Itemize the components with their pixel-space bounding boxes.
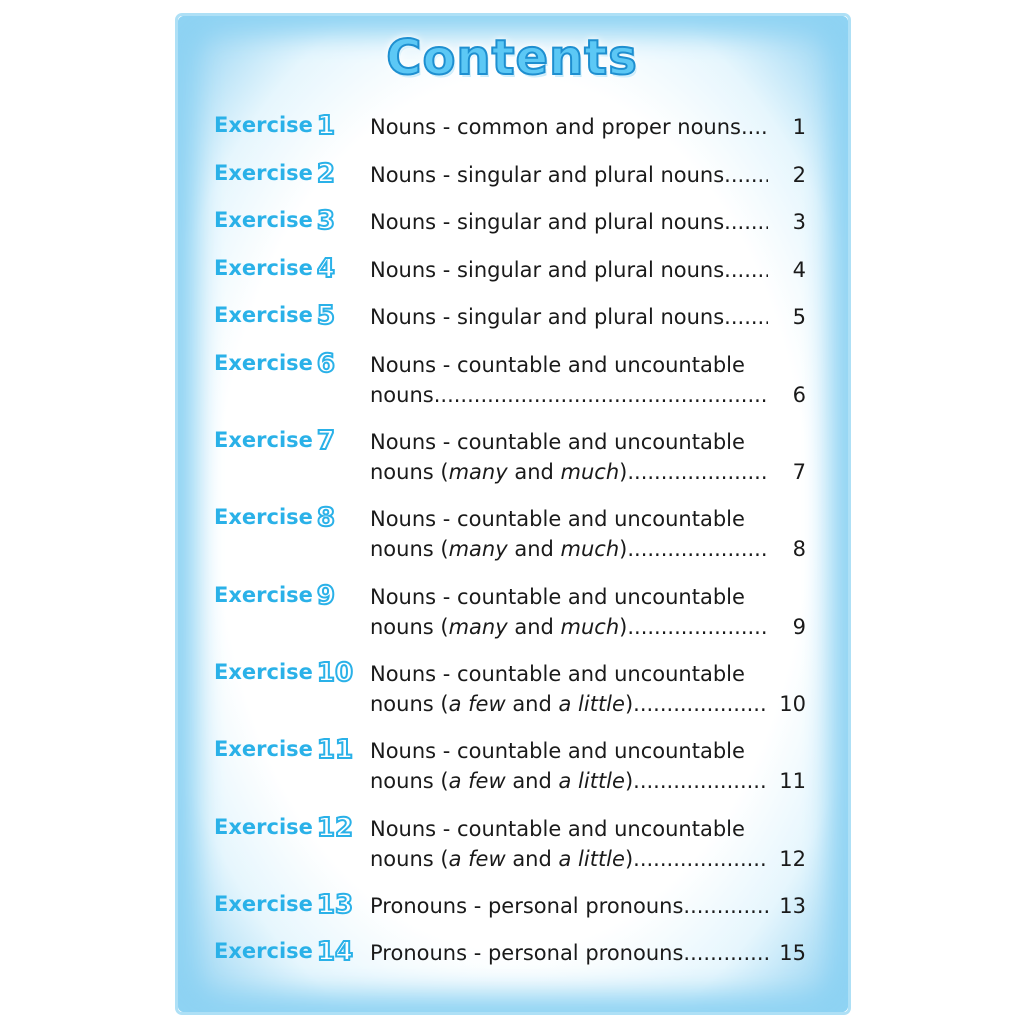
exercise-label [214, 349, 335, 379]
entry-italic-term: many [448, 615, 508, 639]
dot-leader [627, 457, 768, 487]
entry-title-line1: Nouns - countable and uncountable [370, 430, 745, 454]
entry-text: and [505, 769, 559, 793]
entry-italic-term: a little [558, 769, 625, 793]
entry-title-line1: Nouns - countable and uncountable [370, 507, 745, 531]
entry-title-line1: Nouns - countable and uncountable [370, 662, 745, 686]
entry-title-line1: Nouns - countable and uncountable [370, 817, 745, 841]
exercise-number: 6 [316, 349, 335, 379]
exercise-word: Exercise [214, 939, 313, 963]
entry-title [370, 207, 768, 237]
entry-text: and [505, 847, 559, 871]
entry-title-line1: Nouns - countable and uncountable [370, 353, 745, 377]
exercise-label [214, 111, 335, 141]
page-number: 11 [779, 769, 806, 793]
page-number: 4 [792, 258, 806, 282]
entry-italic-term: a few [448, 692, 506, 716]
entry-title-line2 [370, 766, 768, 796]
entry-title [370, 582, 768, 642]
dot-leader [633, 844, 768, 874]
entry-text: nouns ( [370, 769, 449, 793]
exercise-number: 9 [316, 581, 335, 611]
entry-title [370, 350, 768, 410]
exercise-word: Exercise [214, 161, 313, 185]
exercise-number: 2 [316, 159, 335, 189]
exercise-label [214, 503, 335, 533]
exercise-number: 14 [316, 937, 354, 967]
exercise-word: Exercise [214, 113, 313, 137]
page-number: 13 [779, 894, 806, 918]
page-number: 12 [779, 847, 806, 871]
exercise-number: 10 [316, 658, 354, 688]
exercise-word: Exercise [214, 351, 313, 375]
exercise-number: 8 [316, 503, 335, 533]
entry-text: and [507, 460, 561, 484]
entry-italic-term: a little [558, 692, 625, 716]
entry-text: ) [619, 460, 628, 484]
entry-text: and [505, 692, 559, 716]
page-number: 5 [792, 305, 806, 329]
exercise-word: Exercise [214, 303, 313, 327]
entry-title-line2 [370, 457, 768, 487]
exercise-word: Exercise [214, 815, 313, 839]
entry-title-line2 [370, 534, 768, 564]
entry-title-line2 [370, 689, 768, 719]
entry-text: ) [624, 769, 634, 793]
entry-title-line2 [370, 302, 768, 332]
entry-text: nouns ( [370, 460, 449, 484]
entry-text: nouns [370, 383, 434, 407]
page-number: 3 [792, 210, 806, 234]
entry-text: Nouns - singular and plural nouns [370, 210, 725, 234]
exercise-number: 13 [316, 890, 354, 920]
entry-title-line2 [370, 380, 768, 410]
exercise-number: 11 [316, 735, 354, 765]
entry-text: Nouns - singular and plural nouns [370, 163, 725, 187]
exercise-word: Exercise [214, 208, 313, 232]
page-number: 2 [792, 163, 806, 187]
exercise-label [214, 301, 335, 331]
entry-italic-term: many [448, 537, 508, 561]
dot-leader [683, 891, 768, 921]
entry-italic-term: a few [448, 769, 506, 793]
dot-leader [633, 689, 768, 719]
exercise-word: Exercise [214, 583, 313, 607]
entry-text: Nouns - common and proper nouns [370, 115, 741, 139]
entry-title [370, 938, 768, 968]
entry-title-line2 [370, 112, 768, 142]
entry-text: ) [619, 615, 628, 639]
entry-text: Nouns - singular and plural nouns [370, 305, 725, 329]
entry-italic-term: a few [448, 847, 506, 871]
entry-text: Pronouns - personal pronouns [370, 894, 684, 918]
page-number: 10 [779, 692, 806, 716]
entry-text: Nouns - singular and plural nouns [370, 258, 725, 282]
entry-title [370, 112, 768, 142]
exercise-number: 1 [316, 111, 335, 141]
entry-title [370, 504, 768, 564]
page-number: 15 [779, 941, 806, 965]
dot-leader [633, 766, 768, 796]
entry-title [370, 814, 768, 874]
page-number: 9 [792, 615, 806, 639]
page-number: 8 [792, 537, 806, 561]
dot-leader [724, 255, 768, 285]
exercise-label [214, 254, 335, 284]
entry-title [370, 160, 768, 190]
entry-italic-term: many [448, 460, 508, 484]
entry-text: nouns ( [370, 847, 449, 871]
dot-leader [741, 112, 768, 142]
entry-title-line2 [370, 612, 768, 642]
exercise-label [214, 658, 353, 688]
entry-text: and [507, 615, 561, 639]
exercise-label [214, 159, 335, 189]
exercise-label [214, 937, 353, 967]
exercise-label [214, 426, 335, 456]
exercise-number: 4 [316, 254, 335, 284]
entry-text: nouns ( [370, 537, 449, 561]
dot-leader [627, 534, 768, 564]
dot-leader [724, 302, 768, 332]
entry-title [370, 736, 768, 796]
dot-leader [724, 160, 768, 190]
entry-title [370, 255, 768, 285]
page-number: 1 [792, 115, 806, 139]
entry-text: ) [624, 847, 634, 871]
entry-italic-term: much [560, 537, 620, 561]
dot-leader [434, 380, 768, 410]
entry-text: nouns ( [370, 692, 449, 716]
entry-title [370, 302, 768, 332]
entry-italic-term: much [560, 460, 620, 484]
entry-text: ) [624, 692, 634, 716]
entry-text: and [507, 537, 561, 561]
exercise-word: Exercise [214, 892, 313, 916]
entry-title-line2 [370, 891, 768, 921]
entry-title [370, 427, 768, 487]
entry-title-line2 [370, 938, 768, 968]
exercise-word: Exercise [214, 505, 313, 529]
entry-title-line1: Nouns - countable and uncountable [370, 585, 745, 609]
entry-title-line2 [370, 160, 768, 190]
dot-leader [683, 938, 768, 968]
entry-text: ) [619, 537, 628, 561]
exercise-number: 3 [316, 206, 335, 236]
page-title: Contents [386, 30, 638, 86]
entry-title-line1: Nouns - countable and uncountable [370, 739, 745, 763]
entry-italic-term: a little [558, 847, 625, 871]
entry-title-line2 [370, 844, 768, 874]
exercise-label [214, 813, 353, 843]
entry-text: Pronouns - personal pronouns [370, 941, 684, 965]
exercise-number: 5 [316, 301, 335, 331]
entry-text: nouns ( [370, 615, 449, 639]
dot-leader [627, 612, 768, 642]
exercise-number: 12 [316, 813, 354, 843]
exercise-word: Exercise [214, 660, 313, 684]
entry-title [370, 891, 768, 921]
exercise-word: Exercise [214, 428, 313, 452]
exercise-word: Exercise [214, 737, 313, 761]
exercise-label [214, 206, 335, 236]
dot-leader [724, 207, 768, 237]
exercise-label [214, 890, 353, 920]
entry-title-line2 [370, 207, 768, 237]
exercise-number: 7 [316, 426, 335, 456]
entry-title-line2 [370, 255, 768, 285]
exercise-label [214, 581, 335, 611]
page-number: 6 [792, 383, 806, 407]
entry-title [370, 659, 768, 719]
page-number: 7 [792, 460, 806, 484]
entry-italic-term: much [560, 615, 620, 639]
exercise-label [214, 735, 353, 765]
exercise-word: Exercise [214, 256, 313, 280]
